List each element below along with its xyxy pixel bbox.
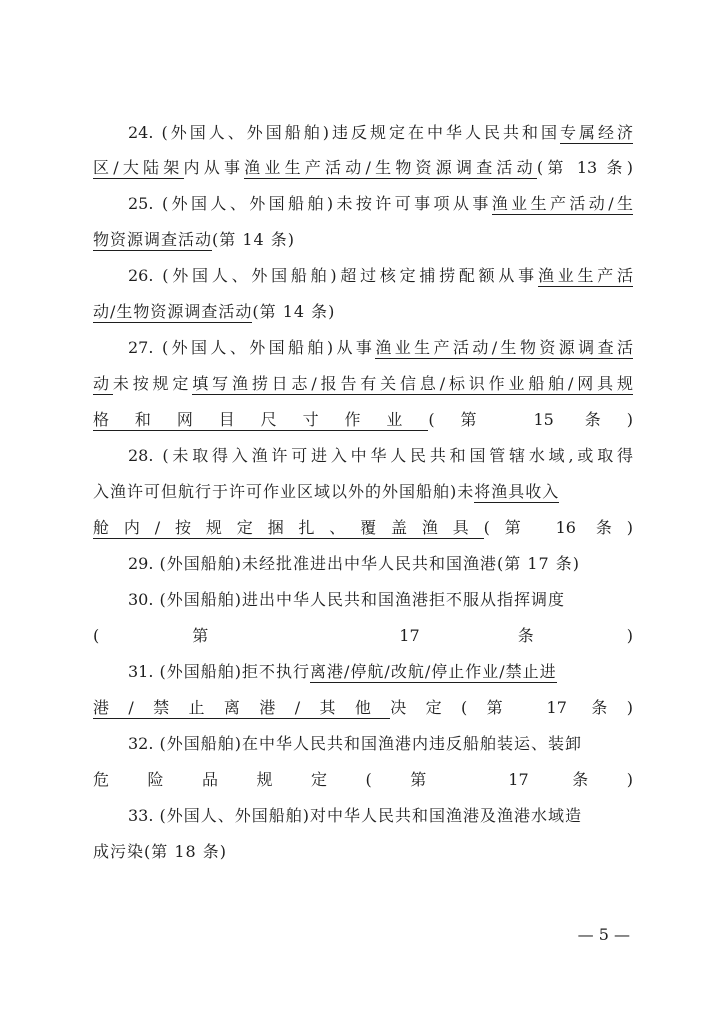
text-line: [93, 661, 633, 683]
text-segment: (第 17 条): [93, 626, 633, 645]
underlined-phrase: 渔业生产活动/生: [491, 194, 633, 213]
underlined-phrase: 离港/停航/改航/停止作业/禁止进: [310, 662, 557, 681]
text-line: [93, 337, 633, 359]
item-number: 32.: [128, 734, 154, 753]
text-segment: 未按规定: [112, 374, 193, 393]
underlined-phrase: 渔业生产活动/生物资源调查活动: [244, 158, 537, 177]
text-line: [93, 553, 633, 575]
text-line: [93, 841, 633, 863]
item-number: 24.: [128, 123, 154, 142]
underlined-phrase: 港/禁止离港/其他: [93, 698, 391, 717]
text-line: [93, 445, 633, 467]
text-segment: (第 15 条): [428, 410, 633, 429]
text-line: [93, 122, 633, 144]
underlined-phrase: 格和网目尺寸作业: [93, 410, 429, 429]
text-segment: 危险品规定(第 17 条): [93, 770, 633, 789]
item-number: 30.: [128, 590, 154, 609]
text-line: [93, 481, 633, 503]
text-segment: (外国船舶)进出中华人民共和国渔港拒不服从指挥调度: [153, 590, 566, 609]
underlined-phrase: 物资源调查活动: [93, 230, 213, 249]
underlined-phrase: 渔业生产活动/生物资源调查活: [375, 338, 633, 357]
item-number: 25.: [128, 194, 154, 213]
underlined-phrase: 将渔具收入: [474, 482, 560, 501]
text-line: [93, 697, 633, 719]
text-segment: (外国人、外国船舶)超过核定捕捞配额从事: [153, 266, 538, 285]
text-segment: (第 16 条): [483, 518, 633, 537]
text-segment: (外国人、外国船舶)对中华人民共和国渔港及渔港水域造: [153, 806, 583, 825]
text-line: [93, 409, 633, 431]
underlined-phrase: 专属经济: [559, 123, 633, 142]
text-segment: 内从事: [183, 158, 245, 177]
text-segment: (外国人、外国船舶)从事: [153, 338, 376, 357]
underlined-phrase: 渔业生产活: [537, 266, 633, 285]
item-number: 33.: [128, 806, 154, 825]
text-segment: (第 13 条): [536, 158, 633, 177]
text-segment: 决定(第 17 条): [390, 698, 633, 717]
text-segment: (外国船舶)拒不执行: [153, 662, 311, 681]
text-segment: (外国人、外国船舶)违反规定在中华人民共和国: [153, 123, 560, 142]
item-number: 26.: [128, 266, 154, 285]
underlined-phrase: 动/生物资源调查活动: [93, 302, 253, 321]
text-segment: (外国人、外国船舶)未按许可事项从事: [153, 194, 492, 213]
text-segment: (第 14 条): [252, 302, 336, 321]
text-line: [93, 769, 633, 791]
text-line: [93, 373, 633, 395]
text-line: [93, 193, 633, 215]
text-segment: (未取得入渔许可进入中华人民共和国管辖水域,或取得: [153, 446, 633, 465]
text-line: [93, 157, 633, 179]
underlined-phrase: 舱内/按规定捆扎、覆盖渔具: [93, 518, 484, 537]
item-number: 27.: [128, 338, 154, 357]
text-line: [93, 301, 633, 323]
text-line: [93, 805, 633, 827]
text-segment: 成污染(第 18 条): [93, 842, 228, 861]
text-line: [93, 229, 633, 251]
text-line: [93, 265, 633, 287]
page-number: — 5 —: [577, 925, 630, 944]
item-number: 28.: [128, 446, 154, 465]
item-number: 29.: [128, 554, 154, 573]
underlined-phrase: 区/大陆架: [93, 158, 184, 177]
underlined-phrase: 填写渔捞日志/报告有关信息/标识作业船舶/网具规: [192, 374, 633, 393]
underlined-phrase: 动: [93, 374, 113, 393]
text-segment: (外国船舶)在中华人民共和国渔港内违反船舶装运、装卸: [153, 734, 583, 753]
text-segment: (第 14 条): [212, 230, 296, 249]
item-number: 31.: [128, 662, 154, 681]
text-line: [93, 625, 633, 647]
text-segment: (外国船舶)未经批准进出中华人民共和国渔港(第 17 条): [153, 554, 581, 573]
text-line: [93, 733, 633, 755]
text-line: [93, 589, 633, 611]
text-segment: 入渔许可但航行于许可作业区域以外的外国船舶)未: [93, 482, 475, 501]
text-line: [93, 517, 633, 539]
